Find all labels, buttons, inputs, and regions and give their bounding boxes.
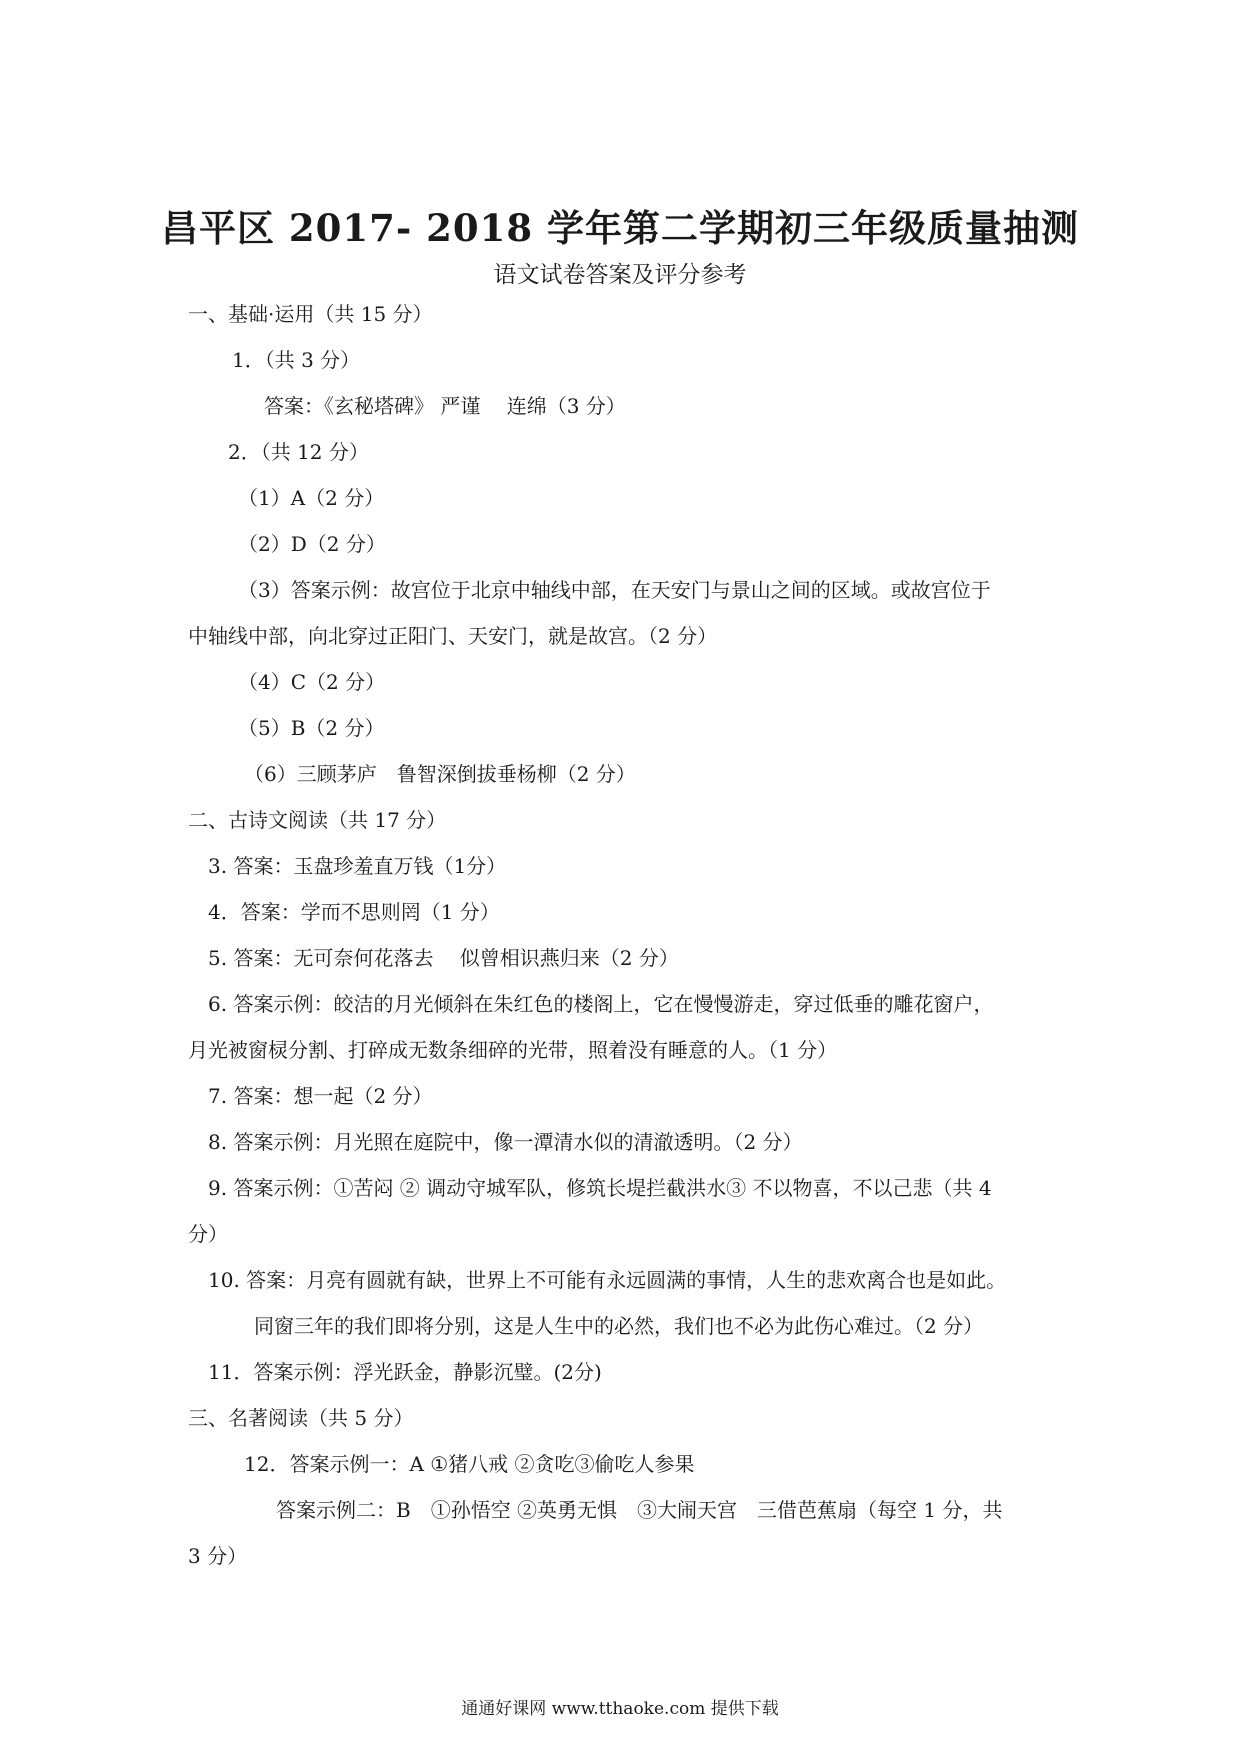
question-heading: 2．（共 12 分）: [228, 440, 369, 464]
section-heading: 三、名著阅读（共 5 分）: [188, 1406, 414, 1430]
answer-line: 6. 答案示例：皎洁的月光倾斜在朱红色的楼阁上，它在慢慢游走，穿过低垂的雕花窗户，: [208, 992, 994, 1016]
answer-line: （6）三顾茅庐 鲁智深倒拔垂杨柳（2 分）: [244, 762, 636, 786]
answer-line: 分）: [188, 1222, 228, 1246]
answer-line: 答案示例二：B ①孙悟空 ②英勇无惧 ③大闹天宫 三借芭蕉扇（每空 1 分，共: [276, 1498, 1003, 1522]
answer-line: 7. 答案：想一起（2 分）: [208, 1084, 433, 1108]
answer-line: 同窗三年的我们即将分别，这是人生中的必然，我们也不必为此伤心难过。（2 分）: [254, 1314, 984, 1338]
question-heading: 1．（共 3 分）: [232, 348, 361, 372]
page-footer: 通通好课网 www.tthaoke.com 提供下载: [461, 1699, 779, 1719]
answer-line: 5. 答案：无可奈何花落去 似曾相识燕归来（2 分）: [208, 946, 679, 970]
answer-line: 月光被窗棂分割、打碎成无数条细碎的光带，照着没有睡意的人。（1 分）: [188, 1038, 838, 1062]
answer-line: 9. 答案示例：①苦闷 ② 调动守城军队，修筑长堤拦截洪水③ 不以物喜，不以己悲（共 4: [208, 1176, 992, 1200]
answer-line: 10. 答案：月亮有圆就有缺，世界上不可能有永远圆满的事情，人生的悲欢离合也是如此。: [208, 1268, 1007, 1292]
answer-line: （2）D（2 分）: [238, 532, 386, 556]
answer-line: （1）A（2 分）: [238, 486, 385, 510]
answer-line: （5）B（2 分）: [238, 716, 385, 740]
answer-line: 3. 答案：玉盘珍羞直万钱（1分）: [208, 854, 507, 878]
document-title: 昌平区 2017- 2018 学年第二学期初三年级质量抽测: [161, 206, 1079, 250]
document-subtitle: 语文试卷答案及评分参考: [493, 262, 747, 288]
answer-line: （4）C（2 分）: [238, 670, 386, 694]
answer-line: 11．答案示例：浮光跃金，静影沉璧。(2分): [208, 1360, 602, 1384]
answer-line: 3 分）: [188, 1544, 248, 1568]
answer-line: 8. 答案示例：月光照在庭院中，像一潭清水似的清澈透明。（2 分）: [208, 1130, 803, 1154]
section-heading: 二、古诗文阅读（共 17 分）: [188, 808, 447, 832]
answer-line: 4．答案：学而不思则罔（1 分）: [208, 900, 500, 924]
answer-line: （3）答案示例：故宫位于北京中轴线中部，在天安门与景山之间的区域。或故宫位于: [238, 578, 991, 602]
section-heading: 一、基础·运用（共 15 分）: [188, 302, 433, 326]
answer-line: 中轴线中部，向北穿过正阳门、天安门，就是故宫。（2 分）: [188, 624, 718, 648]
answer-line: 12．答案示例一：A ①猪八戒 ②贪吃③偷吃人参果: [244, 1452, 695, 1476]
answer-line: 答案：《玄秘塔碑》 严谨 连绵（3 分）: [264, 394, 626, 418]
